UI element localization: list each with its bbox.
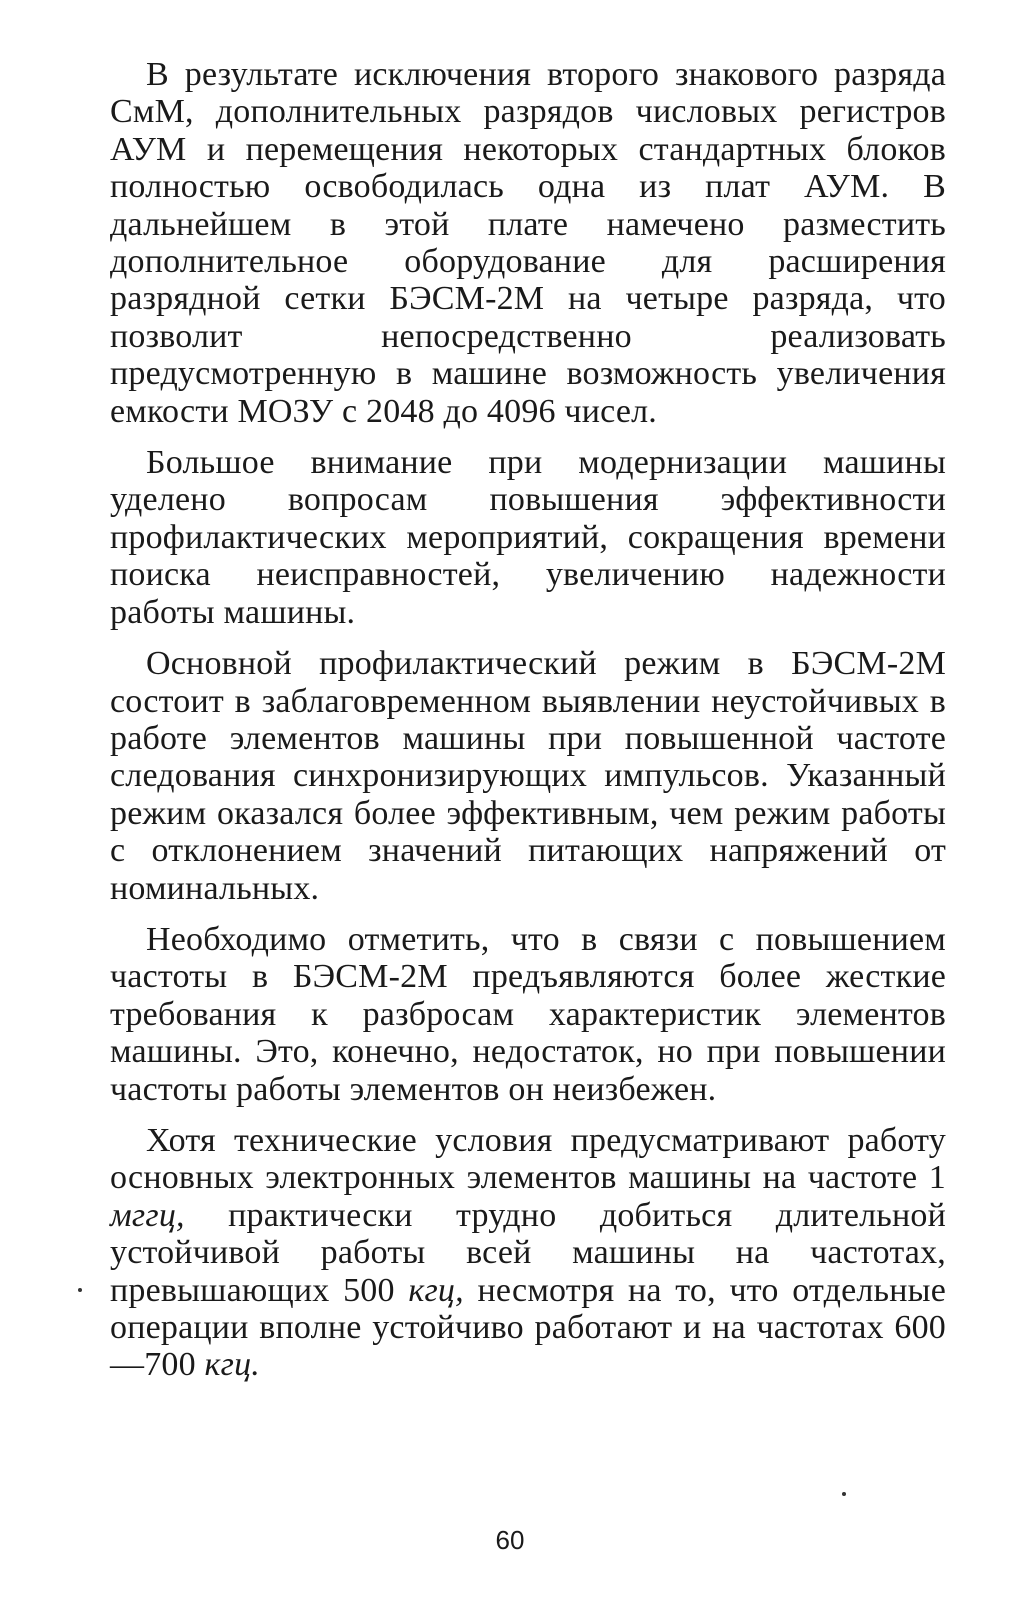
text-segment: Основной профилактический режим в БЭСМ-2М состоит в заблаговременном выявлении неустойчивых в работе элементов машины при повышенной частоте следования синхронизирующих импульсов. Указанный режим оказался более эффективным, чем режим работы с отклонением значений питающих напряжений от номинальных. <box>110 645 946 907</box>
paragraph-2 <box>110 444 946 631</box>
text-segment: Необходимо отметить, что в связи с повышением частоты в БЭСМ-2М предъявляются более жесткие требования к разбросам характеристик элементов машины. Это, конечно, недостаток, но при повышении частоты работы элементов он неизбежен. <box>110 920 946 1108</box>
unit-italic: кгц. <box>204 1346 260 1384</box>
paragraph-5 <box>110 1122 946 1384</box>
paragraph-4 <box>110 921 946 1108</box>
text-segment: Большое внимание при модернизации машины уделено вопросам повышения эффективности профилактических мероприятий, сокращения времени поиска неисправностей, увеличению надежности работы машины. <box>110 444 946 631</box>
body-text <box>110 56 946 1398</box>
text-segment: В результате исключения второго знакового разряда СмМ, дополнительных разрядов числовых регистров АУМ и перемещения некоторых стандартных блоков полностью освободилась одна из плат АУМ. В дальнейшем в этой плате намечено разместить дополнительное оборудование для расширения разрядной сетки БЭСМ-2М на четыре разряда, что позволит непосредственно реализовать предусмотренную в машине возможность увеличения емкости МОЗУ с 2048 до 4096 чисел. <box>110 56 946 430</box>
page-number: 60 <box>495 1525 525 1555</box>
text-segment: несмотря на то, что отдельные операции вполне устойчиво работают и на частотах 600—700 <box>110 1271 946 1384</box>
paragraph-1 <box>110 56 946 430</box>
text-segment: Хотя технические условия предусматривают работу основных электронных элементов машины на частоте 1 <box>110 1121 946 1197</box>
print-speck <box>842 1492 846 1496</box>
paragraph-3 <box>110 645 946 907</box>
print-speck <box>78 1288 82 1292</box>
unit-italic: мггц, <box>110 1196 185 1234</box>
text-segment: практически трудно добиться длительной устойчивой работы всей машины на частотах, превышающих 500 <box>110 1196 946 1309</box>
unit-italic: кгц, <box>408 1271 464 1309</box>
